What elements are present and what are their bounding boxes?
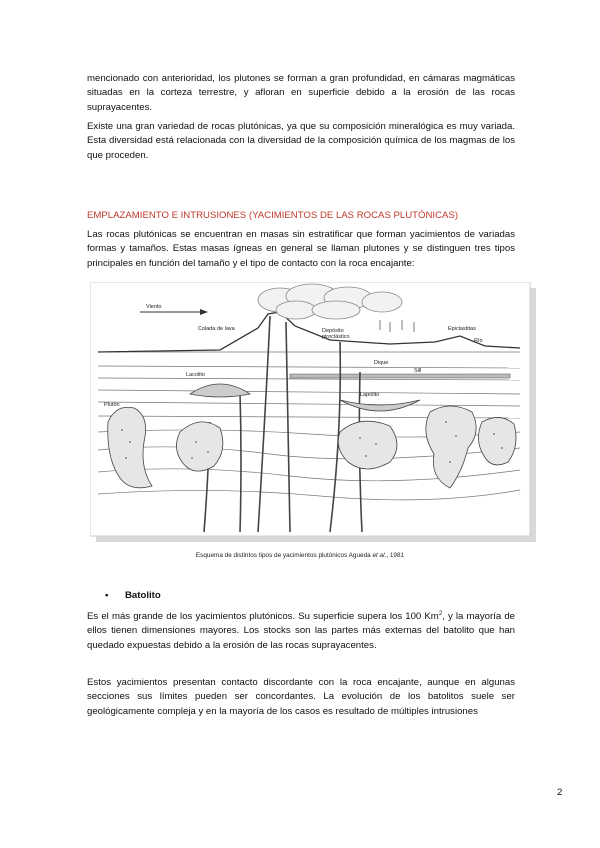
sill: [290, 374, 510, 378]
paragraph-batolito-definition: [87, 610, 515, 653]
label-epiclastitas: Epiclastitas: [448, 326, 476, 332]
paragraph-plutonic-masses: Las rocas plutónicas se encuentran en masas sin estratificar que forman yacimientos de variadas formas y tamaños. Estas masas ígneas en general se llaman plutones y se distinguen tres tipos principales en función del tamaño y el tipo de contacto con la roca encajante:: [87, 229, 515, 269]
p4-text-before: Es el más grande de los yacimientos plutónicos. Su superficie supera los 100 Km: [87, 611, 439, 622]
bullet-symbol: •: [105, 590, 109, 601]
p4-text-after: , y la mayoría de ellos tienen dimensiones mayores. Los stocks son las partes más externas del batolito que han quedado expuestas debido a la erosión de las rocas suprayacentes.: [87, 611, 515, 651]
label-rio: Río: [474, 338, 483, 344]
section-heading: EMPLAZAMIENTO E INTRUSIONES (YACIMIENTOS DE LAS ROCAS PLUTÓNICAS): [87, 210, 459, 221]
plutonic-deposits-diagram: [90, 282, 538, 544]
p4-superscript: 2: [438, 610, 443, 617]
page-number: 2: [557, 787, 563, 798]
bullet-batolito: [105, 589, 161, 603]
label-lapolito: Lapolito: [360, 392, 380, 398]
label-sill: Sill: [414, 368, 422, 374]
caption-text-italic: et al: [372, 552, 385, 559]
label-lacolito: Lacolito: [186, 372, 205, 378]
paragraph-rock-variety: Existe una gran variedad de rocas plutónicas, ya que su composición mineralógica es muy variada. Esta diversidad está relacionada con la diversidad de la composición química de los magmas de los que proceden.: [87, 121, 515, 161]
label-deposito-2: piroclástico: [322, 334, 350, 340]
bullet-label: Batolito: [125, 590, 161, 601]
paragraph-batolito-contact: Estos yacimientos presentan contacto discordante con la roca encajante, aunque en algunas secciones sus límites pueden ser concordantes. La evolución de los batolitos suele ser geológicamente compleja y en la mayoría de los casos es resultado de múltiples intrusiones: [87, 677, 515, 717]
label-pluton: Plutón: [104, 402, 120, 408]
label-viento: Viento: [146, 304, 162, 310]
label-deposito-1: Depósito: [322, 328, 344, 334]
paragraph-intro-continuation: mencionado con anterioridad, los plutones se forman a gran profundidad, en cámaras magmáticas situadas en la corteza terrestre, y afloran en superficie debido a la erosión de las rocas suprayacentes.: [87, 73, 515, 113]
label-colada: Colada de lava: [198, 326, 235, 332]
caption-text-before: Esquema de distintos tipos de yacimientos plutónicos Agueda: [195, 552, 373, 559]
label-dique: Dique: [374, 360, 389, 366]
caption-text-after: ., 1981: [384, 552, 405, 559]
figure-caption: [180, 549, 420, 563]
